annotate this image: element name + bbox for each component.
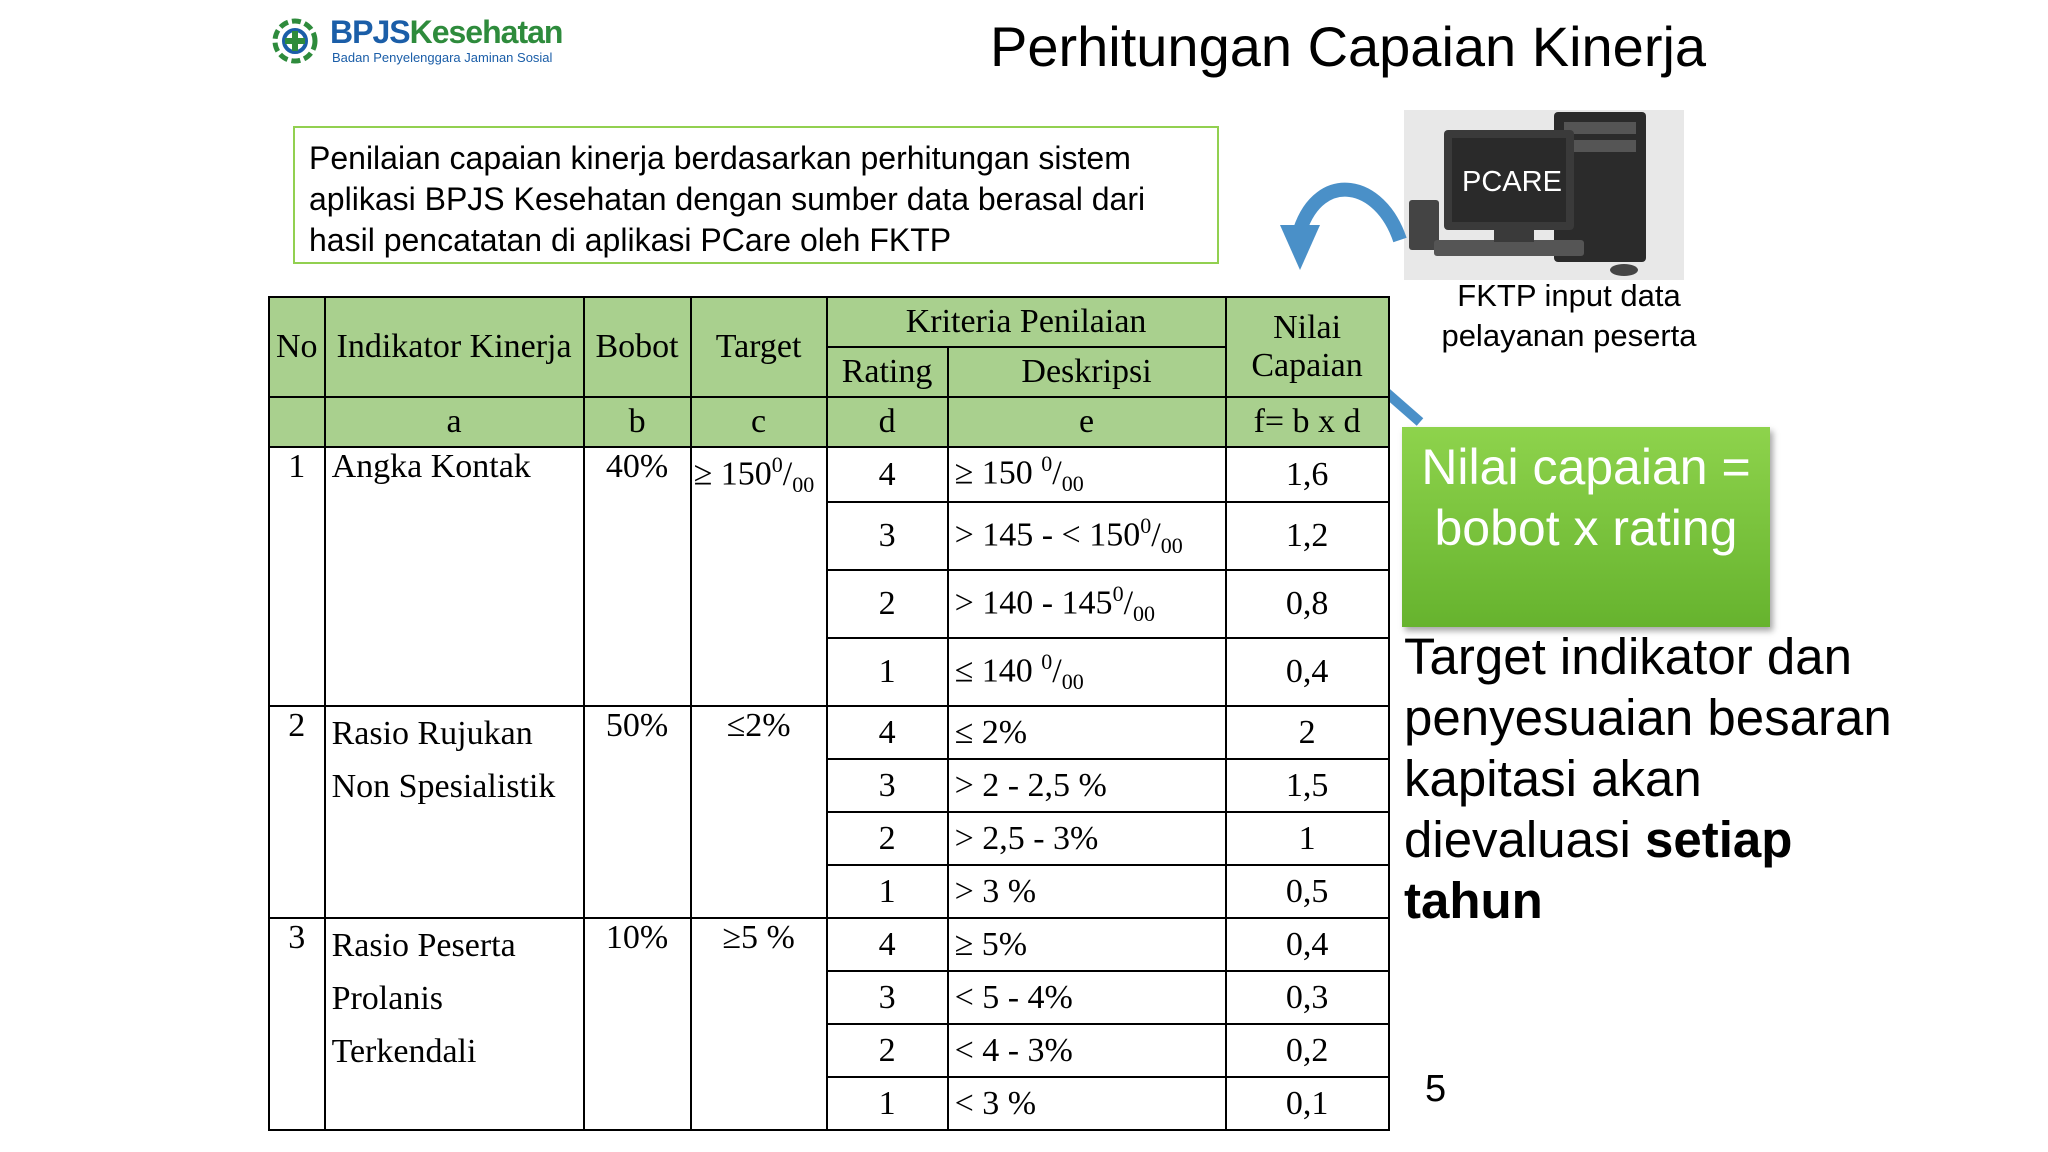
cell-deskripsi: > 3 % (948, 865, 1226, 918)
cell-nilai: 0,1 (1226, 1077, 1389, 1130)
header-letter: f= b x d (1226, 397, 1389, 447)
performance-table (268, 296, 1390, 1131)
cell-deskripsi: ≥ 150 $^0/_{00}$ (948, 447, 1226, 502)
cell-indikator: Rasio Peserta Prolanis Terkendali (325, 918, 584, 1130)
cell-no: 3 (269, 918, 325, 1130)
cell-no: 2 (269, 706, 325, 918)
cell-nilai: 0,2 (1226, 1024, 1389, 1077)
header-deskripsi: Deskripsi (948, 347, 1226, 397)
cell-indikator: Rasio Rujukan Non Spesialistik (325, 706, 584, 918)
header-bobot: Bobot (584, 297, 691, 397)
cell-indikator: Angka Kontak (325, 447, 584, 706)
cell-rating: 1 (827, 865, 948, 918)
cell-rating: 3 (827, 502, 948, 570)
cell-deskripsi: < 3 % (948, 1077, 1226, 1130)
page-number: 5 (1425, 1068, 1447, 1110)
header-letter: c (691, 397, 827, 447)
header-letter-empty (269, 397, 325, 447)
cell-deskripsi: > 145 - < $150^0/_{00}$ (948, 502, 1226, 570)
cell-rating: 2 (827, 570, 948, 638)
cell-nilai: 2 (1226, 706, 1389, 759)
cell-target: ≥5 % (691, 918, 827, 1130)
header-letter: e (948, 397, 1226, 447)
cell-nilai: 0,5 (1226, 865, 1389, 918)
curved-arrow-icon (1260, 170, 1420, 290)
cell-deskripsi: < 5 - 4% (948, 971, 1226, 1024)
header-no: No (269, 297, 325, 397)
cell-deskripsi: ≤ 2% (948, 706, 1226, 759)
cell-nilai: 0,8 (1226, 570, 1389, 638)
header-target: Target (691, 297, 827, 397)
header-rating: Rating (827, 347, 948, 397)
fktp-caption: FKTP input data pelayanan peserta (1441, 278, 1697, 353)
cell-rating: 2 (827, 812, 948, 865)
cell-nilai: 0,4 (1226, 638, 1389, 706)
intro-text-box: Penilaian capaian kinerja berdasarkan perhitungan sistem aplikasi BPJS Kesehatan dengan sumber data berasal dari hasil pencatatan di aplikasi PCare oleh FKTP (293, 126, 1219, 264)
cell-deskripsi: > 2 - 2,5 % (948, 759, 1226, 812)
cell-nilai: 1,2 (1226, 502, 1389, 570)
cell-rating: 1 (827, 638, 948, 706)
header-letter: b (584, 397, 691, 447)
header-letter: d (827, 397, 948, 447)
cell-deskripsi: ≤ 140 $^0/_{00}$ (948, 638, 1226, 706)
page-title: Perhitungan Capaian Kinerja (990, 15, 1707, 78)
cell-no: 1 (269, 447, 325, 706)
cell-rating: 2 (827, 1024, 948, 1077)
header-kriteria: Kriteria Penilaian (827, 297, 1226, 347)
cell-deskripsi: ≥ 5% (948, 918, 1226, 971)
cell-target: ≥ $150^0/_{00}$ (691, 447, 827, 706)
bpjs-logo-icon (272, 18, 318, 64)
cell-rating: 1 (827, 1077, 948, 1130)
cell-rating: 3 (827, 759, 948, 812)
cell-rating: 4 (827, 706, 948, 759)
cell-deskripsi: > $140 - 145^0/_{00}$ (948, 570, 1226, 638)
header-nilai: Nilai Capaian (1226, 297, 1389, 397)
cell-nilai: 0,4 (1226, 918, 1389, 971)
target-evaluation-text: Target indikator dan penyesuaian besaran kapitasi akan dievaluasi setiap tahun (1404, 628, 1892, 929)
cell-deskripsi: > 2,5 - 3% (948, 812, 1226, 865)
cell-nilai: 0,3 (1226, 971, 1389, 1024)
header-letter: a (325, 397, 584, 447)
cell-bobot: 40% (584, 447, 691, 706)
cell-rating: 3 (827, 971, 948, 1024)
cell-bobot: 10% (584, 918, 691, 1130)
cell-rating: 4 (827, 447, 948, 502)
cell-nilai: 1 (1226, 812, 1389, 865)
cell-nilai: 1,6 (1226, 447, 1389, 502)
cell-rating: 4 (827, 918, 948, 971)
formula-box: Nilai capaian = bobot x rating (1402, 427, 1770, 627)
cell-deskripsi: < 4 - 3% (948, 1024, 1226, 1077)
cell-nilai: 1,5 (1226, 759, 1389, 812)
pc-screen-label: PCARE (1462, 166, 1562, 198)
bpjs-logo (272, 14, 562, 70)
cell-bobot: 50% (584, 706, 691, 918)
logo-subtitle: Badan Penyelenggara Jaminan Sosial (332, 50, 553, 65)
header-indikator: Indikator Kinerja (325, 297, 584, 397)
cell-target: ≤2% (691, 706, 827, 918)
logo-name: BPJSKesehatan (330, 14, 563, 50)
